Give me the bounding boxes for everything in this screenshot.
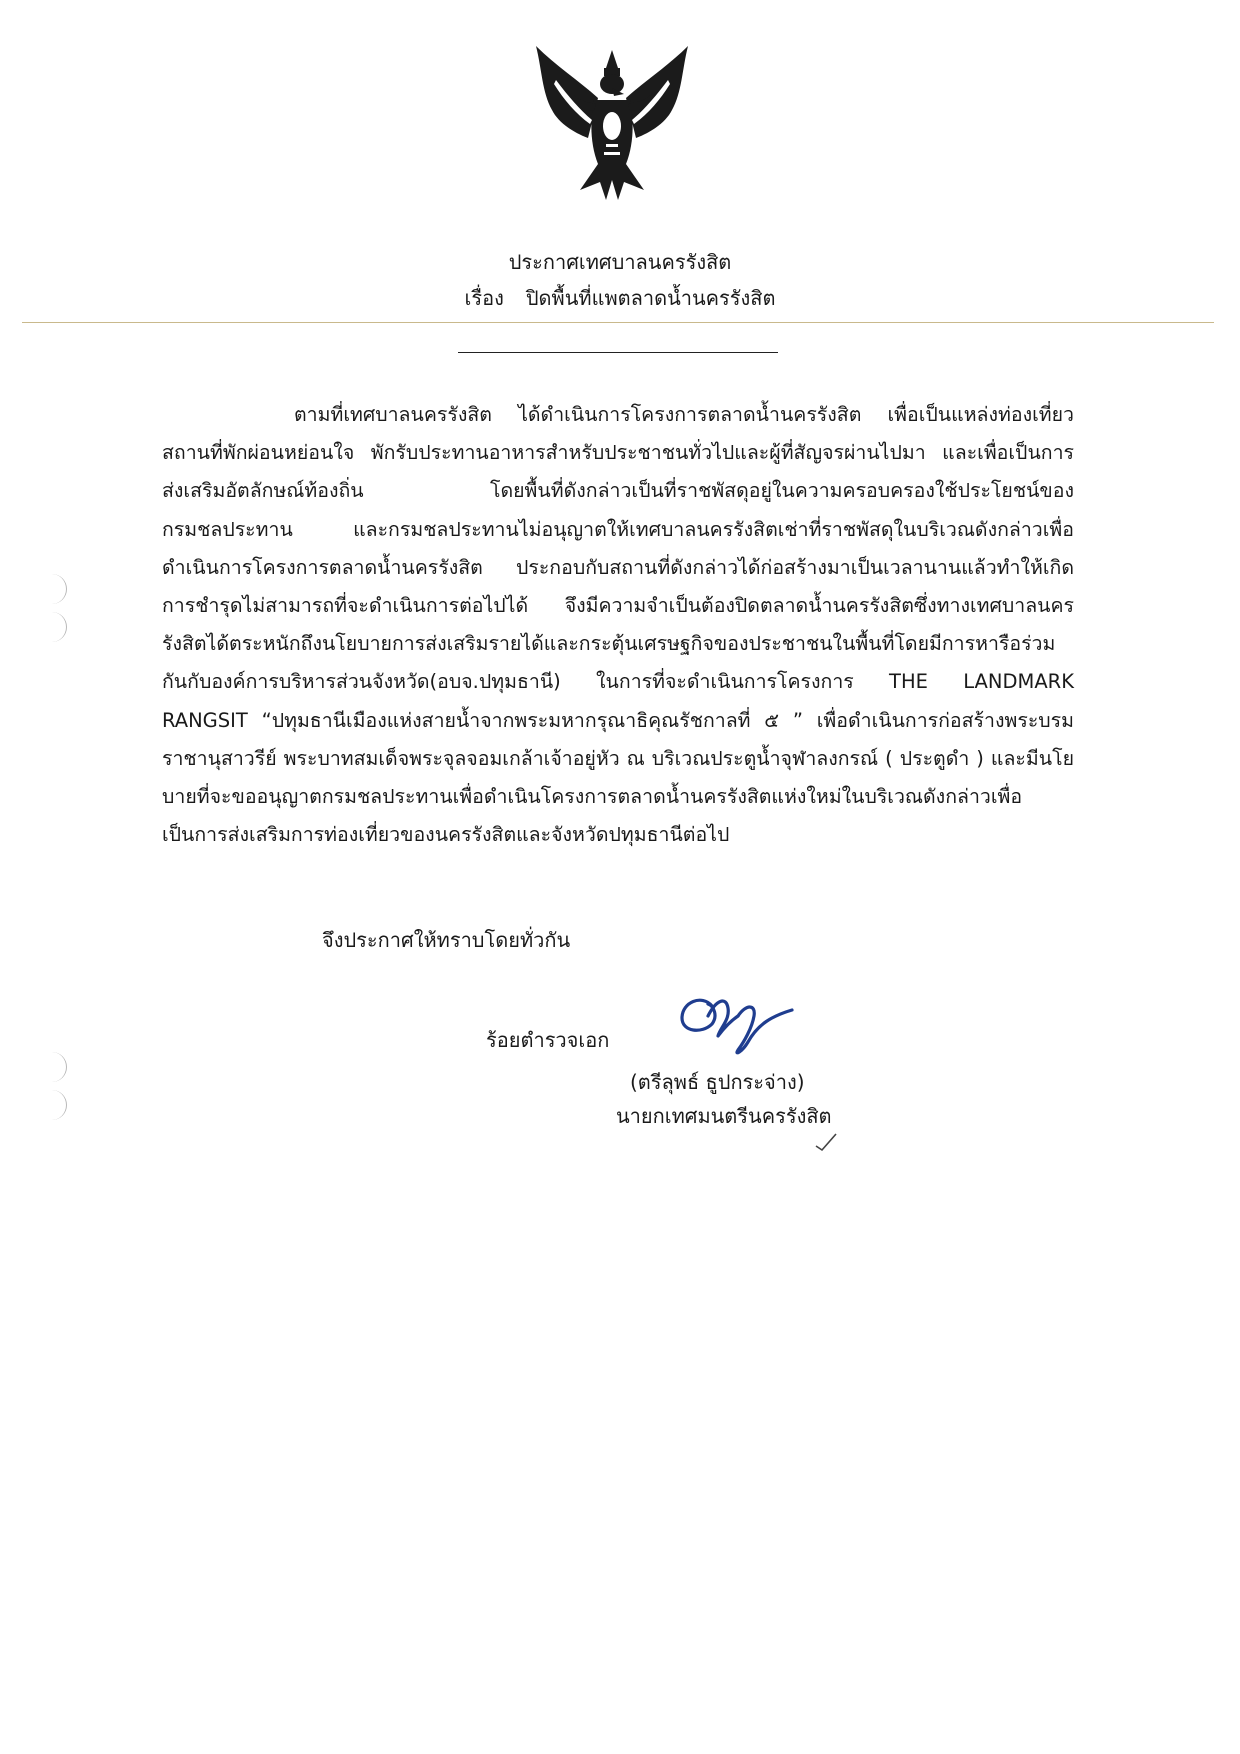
closing-statement: จึงประกาศให้ทราบโดยทั่วกัน [322, 928, 571, 952]
handwritten-signature [672, 976, 802, 1056]
punch-hole-mark [44, 1090, 67, 1120]
subject-text: ปิดพื้นที่แพตลาดน้ำนครรังสิต [525, 286, 776, 310]
header-divider [22, 322, 1214, 323]
punch-hole-mark [44, 574, 67, 604]
subject-label: เรื่อง [464, 286, 504, 310]
signer-rank: ร้อยตำรวจเอก [486, 1028, 610, 1052]
announcement-title: ประกาศเทศบาลนครรังสิต [508, 250, 732, 274]
garuda-emblem-icon [528, 40, 696, 208]
punch-hole-mark [44, 1052, 67, 1082]
title-underline [458, 352, 778, 353]
body-text: ตามที่เทศบาลนครรังสิต ได้ดำเนินการโครงการตลาดน้ำนครรังสิต เพื่อเป็นแหล่งท่องเที่ยว สถานที่พักผ่อนหย่อนใจ พักรับประทานอาหารสำหรับประชาชนทั่วไปและผู้ที่สัญจรผ่านไปมา และเพื่อเป็นการส่งเสริมอัตลักษณ์ท้องถิ่น โดยพื้นที่ดังกล่าวเป็นที่ราชพัสดุอยู่ในความครอบครองใช้ประโยชน์ของกรมชลประทาน และกรมชลประทานไม่อนุญาตให้เทศบาลนครรังสิตเช่าที่ราชพัสดุในบริเวณดังกล่าวเพื่อดำเนินการโครงการตลาดน้ำนครรังสิต ประกอบกับสถานที่ดังกล่าวได้ก่อสร้างมาเป็นเวลานานแล้วทำให้เกิดการชำรุดไม่สามารถที่จะดำเนินการต่อไปได้ จึงมีความจำเป็นต้องปิดตลาดน้ำนครรังสิตซึ่งทางเทศบาลนครรังสิตได้ตระหนักถึงนโยบายการส่งเสริมรายได้และกระตุ้นเศรษฐกิจของประชาชนในพื้นที่โดยมีการหารือร่วมกันกับองค์การบริหารส่วนจังหวัด(อบจ.ปทุมธานี) ในการที่จะดำเนินการโครงการ THE LANDMARK RANGSIT “ปทุมธานีเมืองแห่งสายน้ำจากพระมหากรุณาธิคุณรัชกาลที่ ๕ ” เพื่อดำเนินการก่อสร้างพระบรมราชานุสาวรีย์ พระบาทสมเด็จพระจุลจอมเกล้าเจ้าอยู่หัว ณ บริเวณประตูน้ำจุฬาลงกรณ์ ( ประตูดำ ) และมีนโยบายที่จะขออนุญาตกรมชลประทานเพื่อดำเนินโครงการตลาดน้ำนครรังสิตแห่งใหม่ในบริเวณดังกล่าวเพื่อเป็นการส่งเสริมการท่องเที่ยวของนครรังสิตและจังหวัดปทุมธานีต่อไป [162, 403, 1074, 847]
punch-hole-mark [44, 612, 67, 642]
signer-name: (ตรีลุพธ์ ธูปกระจ่าง) [630, 1070, 805, 1094]
body-paragraph [162, 396, 1074, 854]
checkmark-icon [814, 1130, 838, 1154]
announcement-subject [0, 284, 1240, 312]
signer-position: นายกเทศมนตรีนครรังสิต [616, 1104, 832, 1128]
